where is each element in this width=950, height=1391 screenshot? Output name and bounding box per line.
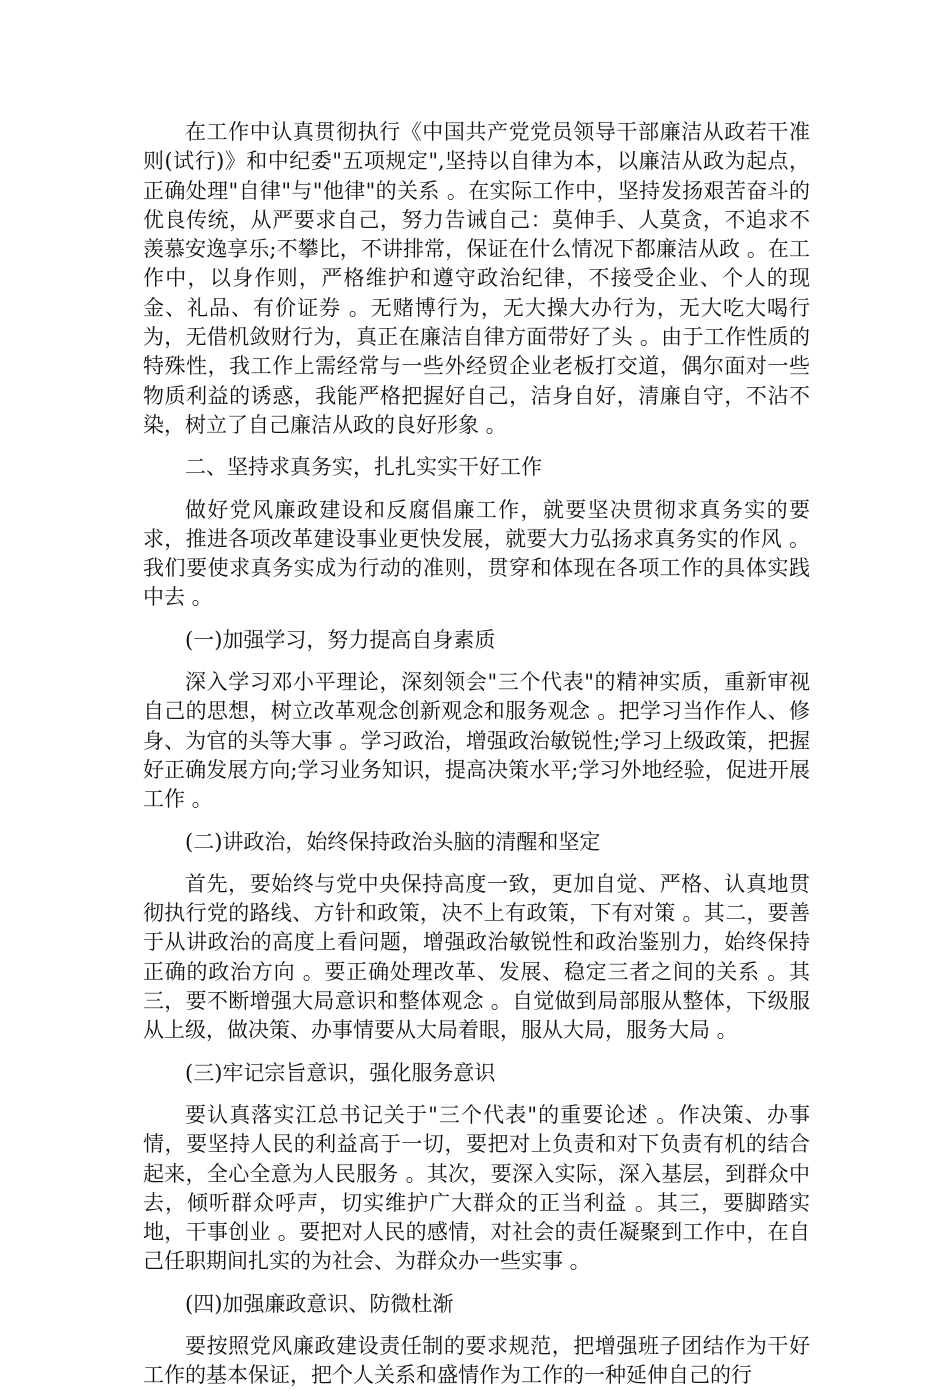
section-heading-seek-truth: 二、坚持求真务实，扎扎实实干好工作 [185, 455, 542, 480]
document-body [143, 118, 810, 1391]
paragraph-service: 要认真落实江总书记关于"三个代表"的重要论述 。作决策、办事情，要坚持人民的利益高于一切，要把对上负责和对下负责有机的结合起来，全心全意为人民服务 。其次，要深入实际，深入基层，到群众中去，倾听群众呼声，切实维护广大群众的正当利益 。其三，要脚踏实地，干事创业 。要把对人民的感情，对社会的责任凝聚到工作中，在自己任职期间扎实的为社会、为群众办一些实事 。 [143, 1102, 810, 1274]
paragraph-seek-truth: 做好党风廉政建设和反腐倡廉工作，就要坚决贯彻求真务实的要求，推进各项改革建设事业更快发展，就要大力弘扬求真务实的作风 。我们要使求真务实成为行动的准则，贯穿和体现在各项工作的具体实践中去 。 [143, 497, 810, 610]
paragraph-integrity-self-discipline: 在工作中认真贯彻执行《中国共产党党员领导干部廉洁从政若干准则(试行)》和中纪委"五项规定",坚持以自律为本，以廉洁从政为起点，正确处理"自律"与"他律"的关系 。在实际工作中，坚持发扬艰苦奋斗的优良传统，从严要求自己，努力告诫自己：莫伸手、人莫贪，不追求不羡慕安逸享乐;不攀比，不讲排常，保证在什么情况下都廉洁从政 。在工作中，以身作则，严格维护和遵守政治纪律，不接受企业、个人的现金、礼品、有价证券 。无赌博行为，无大操大办行为，无大吃大喝行为，无借机敛财行为，真正在廉洁自律方面带好了头 。由于工作性质的特殊性，我工作上需经常与一些外经贸企业老板打交道，偶尔面对一些物质利益的诱惑，我能严格把握好自己，洁身自好，清廉自守，不沾不染，树立了自己廉洁从政的良好形象 。 [143, 120, 810, 437]
subheading-study: (一)加强学习，努力提高自身素质 [185, 627, 496, 652]
subheading-service: (三)牢记宗旨意识，强化服务意识 [185, 1060, 496, 1085]
paragraph-politics: 首先，要始终与党中央保持高度一致，更加自觉、严格、认真地贯彻执行党的路线、方针和政策，决不上有政策，下有对策 。其二，要善于从讲政治的高度上看问题，增强政治敏锐性和政治鉴别力，始终保持正确的政治方向 。要正确处理改革、发展、稳定三者之间的关系 。其三，要不断增强大局意识和整体观念 。自觉做到局部服从整体，下级服从上级，做决策、办事情要从大局着眼，服从大局，服务大局 。 [143, 871, 810, 1043]
paragraph-study: 深入学习邓小平理论，深刻领会"三个代表"的精神实质，重新审视自己的思想，树立改革观念创新观念和服务观念 。把学习当作作人、修身、为官的头等大事 。学习政治，增强政治敏锐性;学习上级政策，把握好正确发展方向;学习业务知识，提高决策水平;学习外地经验，促进开展工作 。 [143, 670, 810, 812]
paragraph-integrity: 要按照党风廉政建设责任制的要求规范，把增强班子团结作为干好工作的基本保证，把个人关系和盛情作为工作的一种延伸自己的行 [143, 1333, 810, 1388]
subheading-politics: (二)讲政治，始终保持政治头脑的清醒和坚定 [185, 829, 601, 854]
subheading-integrity: (四)加强廉政意识、防微杜渐 [185, 1291, 454, 1316]
